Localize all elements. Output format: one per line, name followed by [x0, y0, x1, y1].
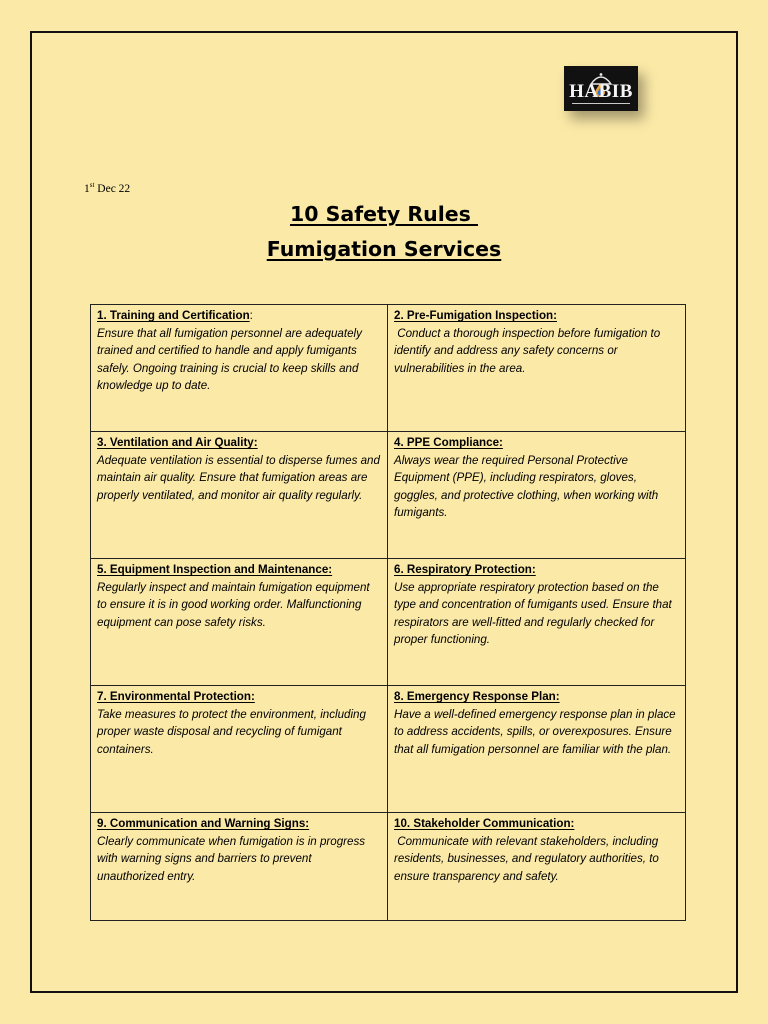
- document-date: [84, 181, 130, 195]
- rule-heading: 8. Emergency Response Plan:: [394, 690, 560, 703]
- rule-heading: 4. PPE Compliance:: [394, 436, 503, 449]
- rule-heading: 10. Stakeholder Communication:: [394, 817, 575, 830]
- rule-cell: [388, 559, 686, 686]
- rule-body: Take measures to protect the environment, including proper waste disposal and recycling of fumigant containers.: [97, 707, 366, 756]
- rule-heading-line: [97, 434, 381, 452]
- rule-body: Always wear the required Personal Protective Equipment (PPE), including respirators, gloves, goggles, and protective clothing, when working with fumigants.: [394, 453, 659, 520]
- page-subtitle: Fumigation Services: [266, 237, 502, 261]
- table-row: [91, 305, 686, 432]
- table-row: [91, 432, 686, 559]
- rule-cell: [388, 432, 686, 559]
- date-day: 1: [84, 183, 90, 195]
- rule-heading: 6. Respiratory Protection:: [394, 563, 536, 576]
- rule-heading-line: [97, 688, 381, 706]
- rule-cell: [91, 813, 388, 921]
- rule-cell: [388, 686, 686, 813]
- table-row: [91, 813, 686, 921]
- rule-body: Regularly inspect and maintain fumigation equipment to ensure it is in good working order. Malfunctioning equipment can pose safety risks.: [97, 580, 370, 629]
- rule-heading: 2. Pre-Fumigation Inspection:: [394, 309, 557, 322]
- rule-heading-line: [394, 434, 679, 452]
- rule-cell: [91, 686, 388, 813]
- rule-heading-suffix: :: [249, 309, 253, 322]
- rule-cell: [388, 305, 686, 432]
- rule-heading-line: [394, 815, 679, 833]
- rule-body: Use appropriate respiratory protection based on the type and concentration of fumigants used. Ensure that respirators are well-fitted and regularly checked for proper functioning.: [394, 580, 672, 647]
- rule-heading-line: [394, 307, 679, 325]
- rule-body: Have a well-defined emergency response plan in place to address accidents, spills, or overexposures. Ensure that all fumigation personnel are familiar with the plan.: [394, 707, 676, 756]
- safety-rules-table: [90, 304, 686, 921]
- rule-body: Conduct a thorough inspection before fumigation to identify and address any safety concerns or vulnerabilities in the area.: [394, 326, 664, 375]
- table-row: [91, 686, 686, 813]
- logo-underline: [572, 103, 630, 104]
- logo-text: HABIB: [569, 80, 633, 102]
- rule-heading-line: [394, 561, 679, 579]
- rule-body: Communicate with relevant stakeholders, including residents, businesses, and regulatory authorities, to ensure transparency and safety.: [394, 834, 663, 883]
- rule-heading: 9. Communication and Warning Signs:: [97, 817, 310, 830]
- rule-cell: [91, 305, 388, 432]
- date-suffix: st: [89, 181, 95, 189]
- rule-heading: 5. Equipment Inspection and Maintenance:: [97, 563, 333, 576]
- rule-body: Ensure that all fumigation personnel are adequately trained and certified to handle and apply fumigants safely. Ongoing training is crucial to keep skills and knowledge up to date.: [97, 326, 362, 393]
- table-row: [91, 559, 686, 686]
- habib-logo: [564, 66, 638, 111]
- rule-heading-line: [394, 688, 679, 706]
- rule-cell: [91, 559, 388, 686]
- rule-body: Clearly communicate when fumigation is in progress with warning signs and barriers to prevent unauthorized entry.: [97, 834, 366, 883]
- rule-heading-line: [97, 561, 381, 579]
- rule-cell: [388, 813, 686, 921]
- rule-heading: 7. Environmental Protection:: [97, 690, 255, 703]
- rule-body: Adequate ventilation is essential to disperse fumes and maintain air quality. Ensure that fumigation areas are properly ventilated, and monitor air quality regularly.: [97, 453, 380, 502]
- rule-cell: [91, 432, 388, 559]
- rule-heading: 3. Ventilation and Air Quality:: [97, 436, 258, 449]
- rule-heading-line: [97, 815, 381, 833]
- date-month-year: Dec 22: [94, 183, 131, 195]
- rule-heading: 1. Training and Certification: [97, 309, 250, 322]
- rule-heading-line: [97, 307, 381, 325]
- page-title: 10 Safety Rules: [289, 202, 479, 226]
